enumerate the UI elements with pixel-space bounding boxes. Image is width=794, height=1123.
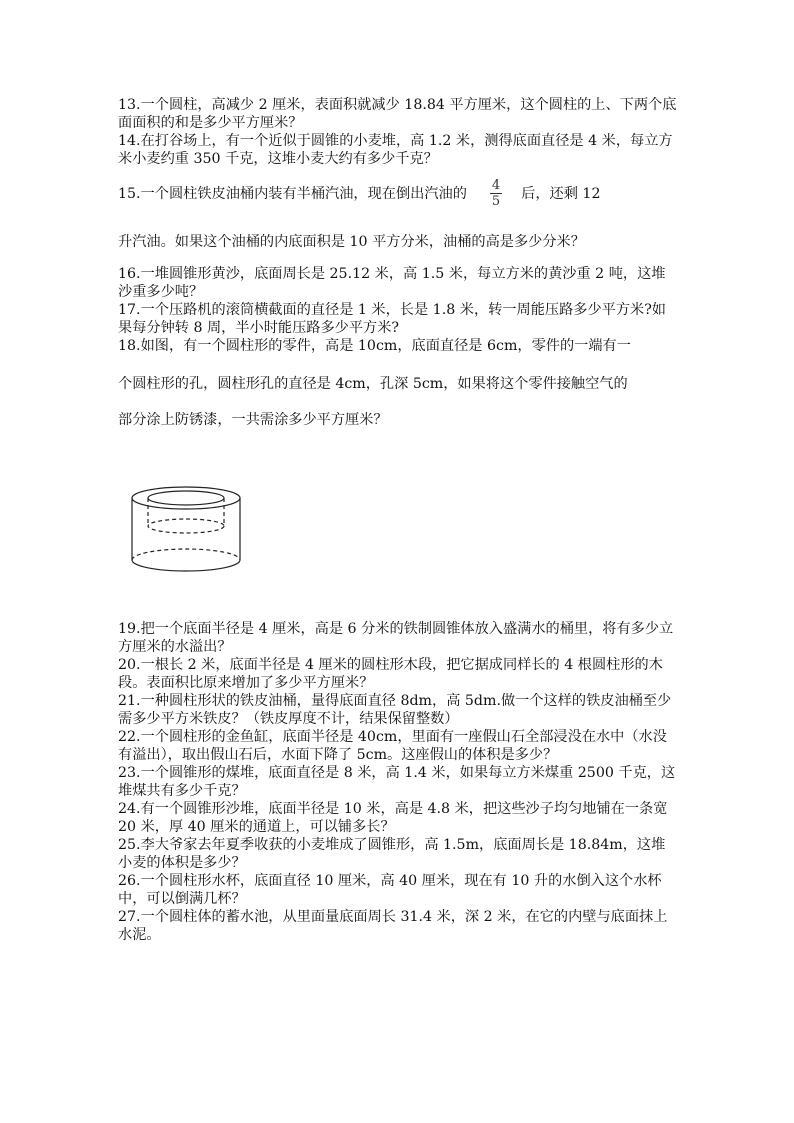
fraction-four-fifths	[489, 178, 503, 209]
question-15	[118, 178, 678, 253]
questions-block-bottom	[118, 620, 678, 944]
question-15-part3: 升汽油。如果这个油桶的内底面积是 10 平方分米，油桶的高是多少分米？	[118, 234, 585, 250]
question-23: 23.一个圆锥形的煤堆，底面直径是 8 米，高 1.4 米，如果每立方米煤重 2500 千克，这堆煤共有多少千克？	[118, 765, 676, 799]
question-27: 27.一个圆柱体的蓄水池，从里面量底面周长 31.4 米，深 2 米，在它的内壁与底面抹上水泥。	[118, 909, 668, 943]
hole-bottom-ellipse	[148, 519, 224, 533]
outer-bottom-front-arc	[132, 560, 240, 571]
questions-block-top	[118, 96, 678, 429]
question-15-part1: 15.一个圆柱铁皮油桶内装有半桶汽油，现在倒出汽油的	[118, 185, 467, 202]
question-24: 24.有一个圆锥形沙堆，底面半径是 10 米，高是 4.8 米，把这些沙子均匀地铺在一条宽 20 米，厚 40 厘米的通道上，可以铺多长？	[118, 801, 672, 835]
question-18-line3: 部分涂上防锈漆，一共需涂多少平方厘米？	[118, 412, 388, 428]
question-22: 22.一个圆柱形的金鱼缸，底面半径是 40cm，里面有一座假山石全部浸没在水中（水没有溢出），取出假山石后，水面下降了 5cm。这座假山的体积是多少？	[118, 729, 667, 763]
cylinder-with-hole-figure	[126, 484, 246, 584]
question-25: 25.李大爷家去年夏季收获的小麦堆成了圆锥形，高 1.5m，底面周长是 18.84m，这堆小麦的体积是多少？	[118, 837, 666, 871]
question-19: 19.把一个底面半径是 4 厘米，高是 6 分米的铁制圆锥体放入盛满水的桶里，将有多少立方厘米的水溢出？	[118, 621, 674, 655]
question-21: 21.一种圆柱形状的铁皮油桶，量得底面直径 8dm，高 5dm.做一个这样的铁皮油桶至少需多少平方米铁皮？（铁皮厚度不计，结果保留整数）	[118, 693, 672, 727]
question-15-part2: 后，还剩 12	[521, 185, 601, 202]
question-16: 16.一堆圆锥形黄沙，底面周长是 25.12 米，高 1.5 米，每立方米的黄沙重 2 吨，这堆沙重多少吨？	[118, 266, 666, 300]
question-18-line2: 个圆柱形的孔，圆柱形孔的直径是 4cm，孔深 5cm，如果将这个零件接触空气的	[118, 376, 628, 392]
question-20: 20.一根长 2 米，底面半径是 4 厘米的圆柱形木段，把它据成同样长的 4 根圆柱形的木段。表面积比原来增加了多少平方厘米？	[118, 657, 663, 691]
question-18	[118, 337, 678, 429]
hole-top-ellipse	[148, 491, 224, 505]
question-13: 13.一个圆柱，高减少 2 厘米，表面积就减少 18.84 平方厘米，这个圆柱的上、下两个底面面积的和是多少平方厘米？	[118, 97, 677, 131]
outer-bottom-back-arc	[132, 549, 240, 560]
fraction-numerator: 4	[491, 178, 501, 193]
fraction-denominator: 5	[491, 194, 501, 209]
question-17: 17.一个压路机的滚筒横截面的直径是 1 米，长是 1.8 米，转一周能压路多少平方米?如果每分钟转 8 周，半小时能压路多少平方米?	[118, 302, 666, 336]
question-14: 14.在打谷场上，有一个近似于圆锥的小麦堆，高 1.2 米，测得底面直径是 4 米，每立方米小麦约重 350 千克，这堆小麦大约有多少千克？	[118, 133, 673, 167]
question-26: 26.一个圆柱形水杯，底面直径 10 厘米，高 40 厘米，现在有 10 升的水倒入这个水杯中，可以倒满几杯？	[118, 873, 662, 907]
question-18-line1: 18.如图，有一个圆柱形的零件，高是 10cm，底面直径是 6cm，零件的一端有一	[118, 338, 631, 354]
